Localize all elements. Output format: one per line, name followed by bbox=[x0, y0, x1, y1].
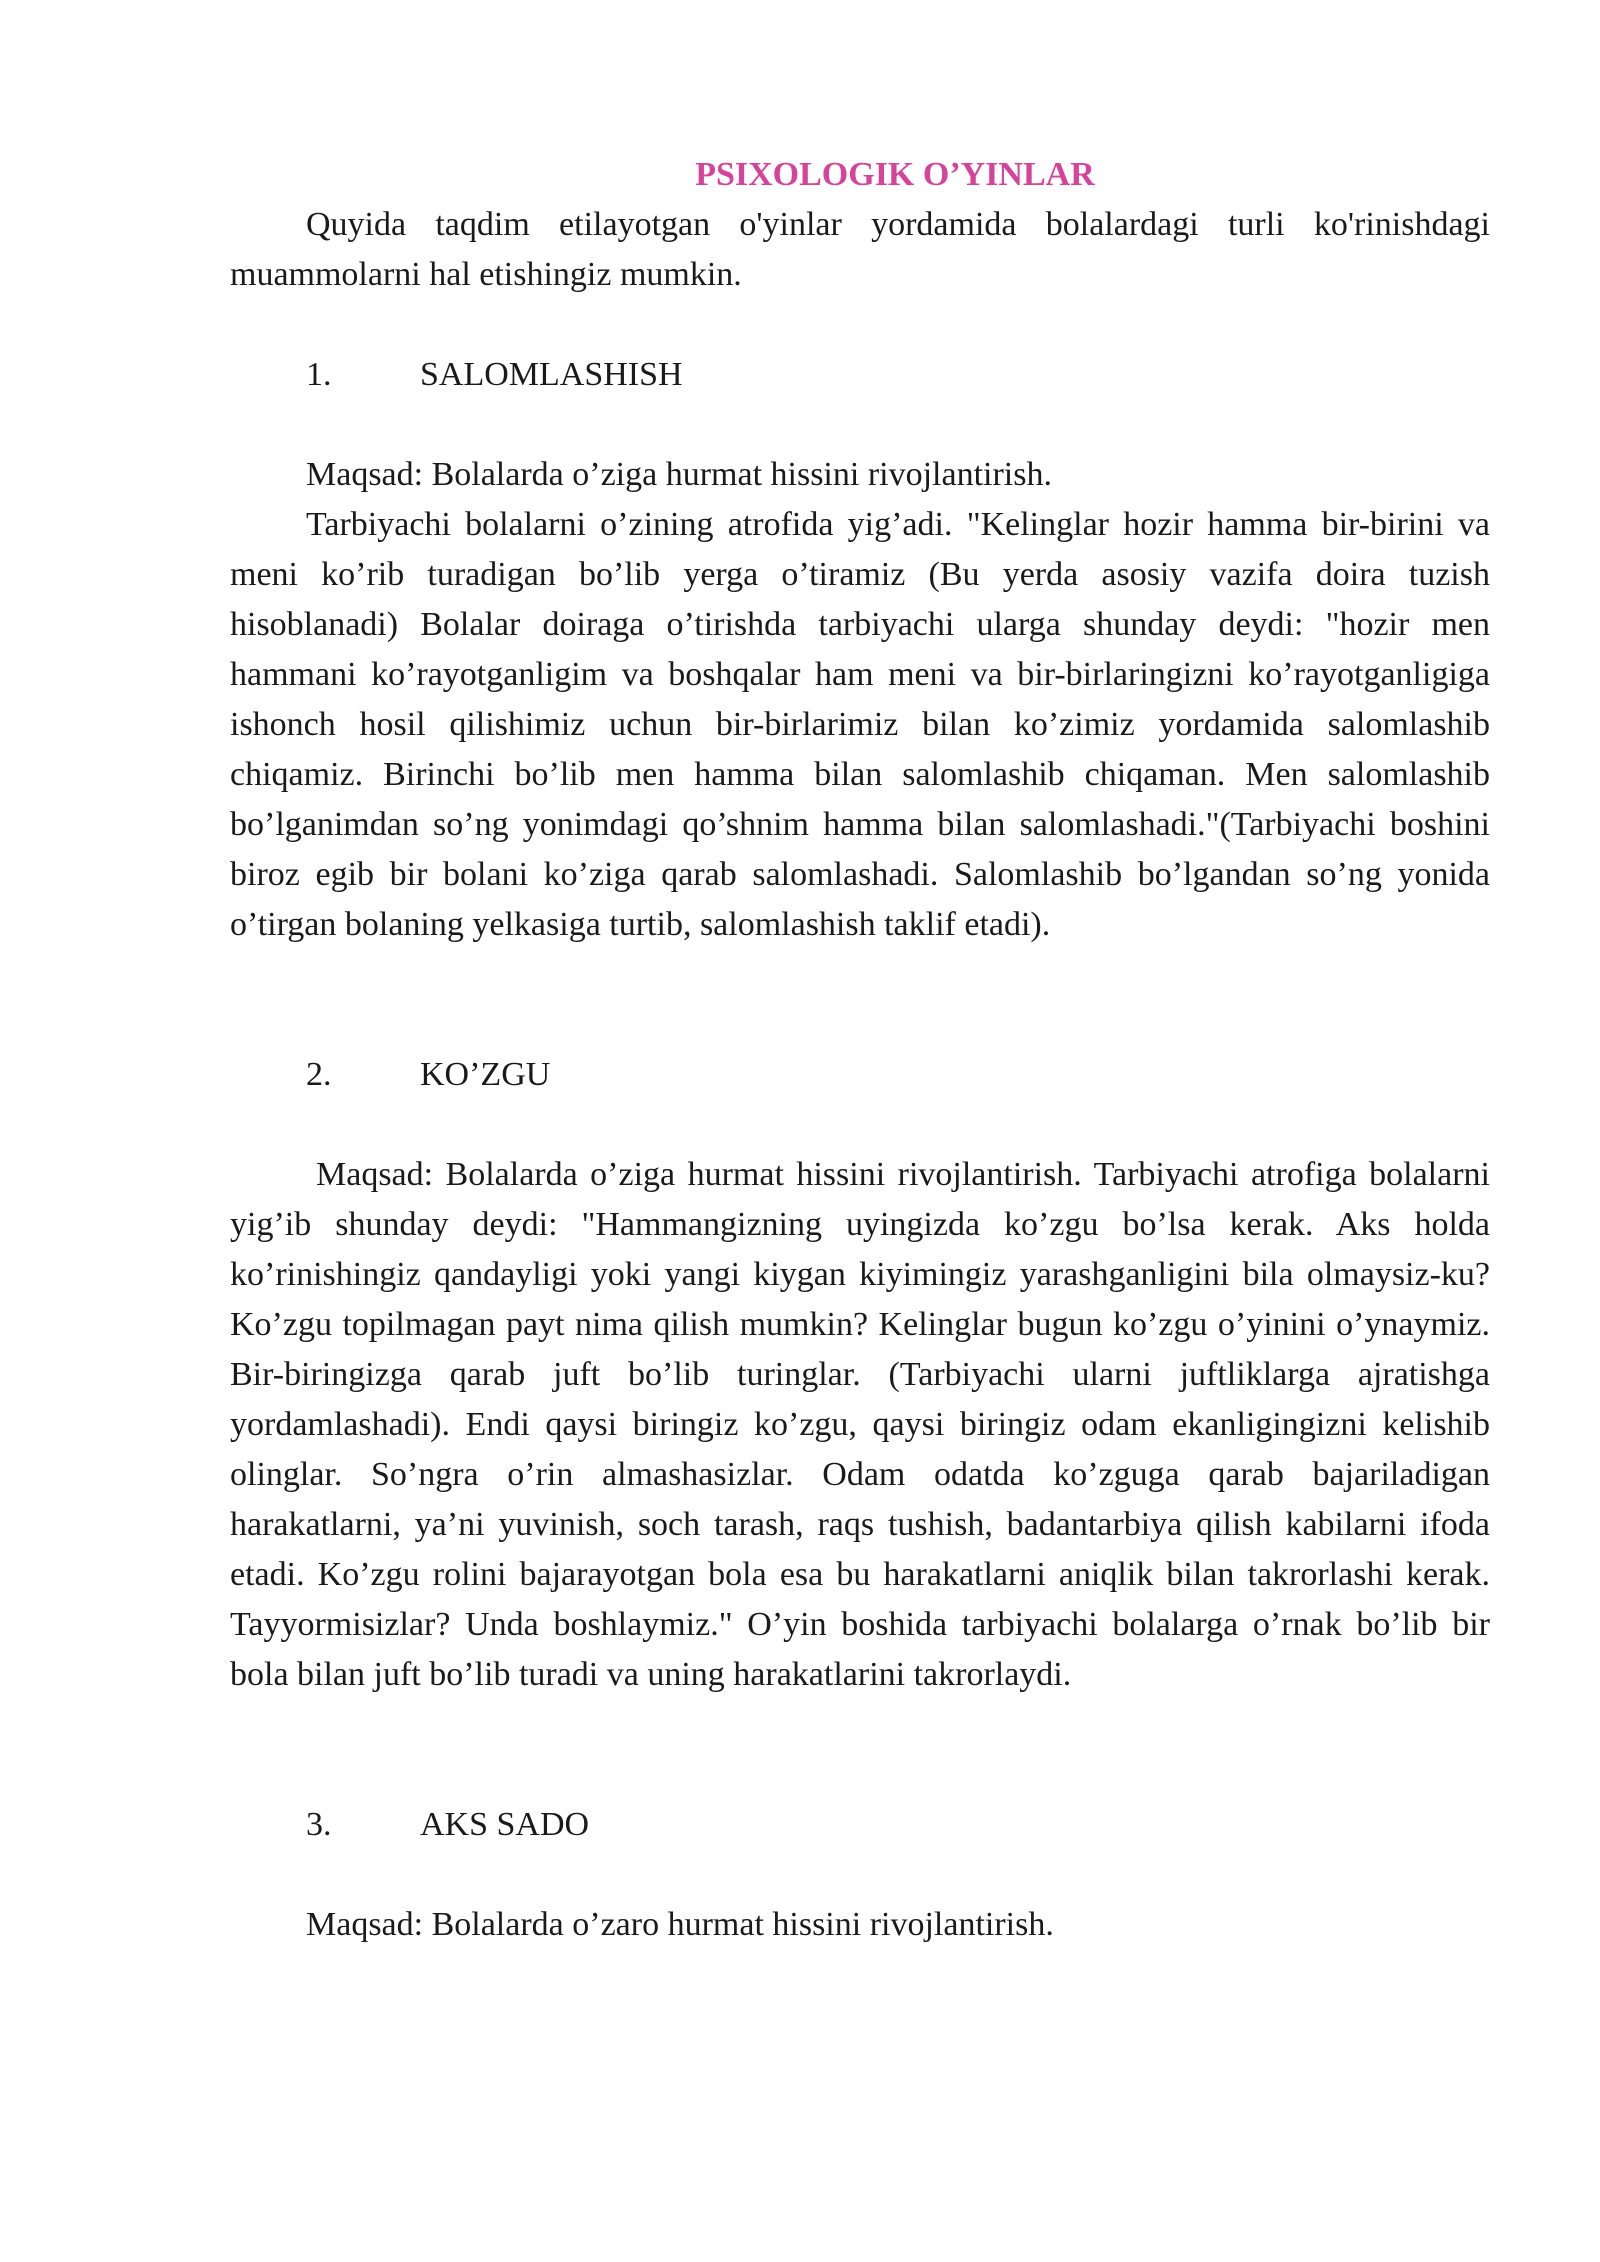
document-content bbox=[230, 150, 1490, 1950]
section-goal: Maqsad: Bolalarda o’zaro hurmat hissini rivojlantirish. bbox=[306, 1906, 1054, 1943]
spacer bbox=[230, 1100, 1490, 1150]
section-heading-2 bbox=[230, 1050, 1490, 1100]
section-heading-3 bbox=[230, 1800, 1490, 1850]
section-title: AKS SADO bbox=[420, 1806, 590, 1843]
section-title: SALOMLASHISH bbox=[420, 356, 683, 393]
section-body: Maqsad: Bolalarda o’ziga hurmat hissini rivojlantirish. Tarbiyachi atrofiga bolalarni yig’ib shunday deydi: "Hammangizning uyingizda ko’zgu bo’lsa kerak. Aks holda ko’rinishingiz qandayligi yoki yangi kiygan kiyimingiz yarashganligini bila olmaysiz-ku? Ko’zgu topilmagan payt nima qilish mumkin? Kelinglar bugun ko’zgu o’yinini o’ynaymiz. Bir-biringizga qarab juft bo’lib turinglar. (Tarbiyachi ularni juftliklarga ajratishga yordamlashadi). Endi qaysi biringiz ko’zgu, qaysi biringiz odam ekanligingizni kelishib olinglar. So’ngra o’rin almashasizlar. Odam odatda ko’zguga qarab bajariladigan harakatlarni, ya’ni yuvinish, soch tarash, raqs tushish, badantarbiya qilish kabilarni ifoda etadi. Ko’zgu rolini bajarayotgan bola esa bu harakatlarni aniqlik bilan takrorlashi kerak. Tayyormisizlar? Unda boshlaymiz." O’yin boshida tarbiyachi bolalarga o’rnak bo’lib bir bola bilan juft bo’lib turadi va uning harakatlarini takrorlaydi. bbox=[230, 1156, 1490, 1693]
section-number: 3. bbox=[306, 1806, 332, 1843]
section-goal: Maqsad: Bolalarda o’ziga hurmat hissini rivojlantirish. bbox=[306, 456, 1052, 493]
spacer bbox=[230, 950, 1490, 1050]
section-number: 1. bbox=[306, 356, 332, 393]
section-number: 2. bbox=[306, 1056, 332, 1093]
spacer bbox=[230, 300, 1490, 350]
section-body: Tarbiyachi bolalarni o’zining atrofida yig’adi. "Kelinglar hozir hamma bir-birini va meni ko’rib turadigan bo’lib yerga o’tiramiz (Bu yerda asosiy vazifa doira tuzish hisoblanadi) Bolalar doiraga o’tirishda tarbiyachi ularga shunday deydi: "hozir men hammani ko’rayotganligim va boshqalar ham meni va bir-birlaringizni ko’rayotganligiga ishonch hosil qilishimiz uchun bir-birlarimiz bilan ko’zimiz yordamida salomlashib chiqamiz. Birinchi bo’lib men hamma bilan salomlashib chiqaman. Men salomlashib bo’lganimdan so’ng yonimdagi qo’shnim hamma bilan salomlashadi."(Tarbiyachi boshini biroz egib bir bolani ko’ziga qarab salomlashadi. Salomlashib bo’lgandan so’ng yonida o’tirgan bolaning yelkasiga turtib, salomlashish taklif etadi). bbox=[230, 506, 1490, 943]
spacer bbox=[230, 1850, 1490, 1900]
spacer bbox=[230, 1700, 1490, 1800]
document-title: PSIXOLOGIK O’YINLAR bbox=[695, 156, 1095, 193]
section-title: KO’ZGU bbox=[420, 1056, 551, 1093]
section-heading-1 bbox=[230, 350, 1490, 400]
intro-paragraph: Quyida taqdim etilayotgan o'yinlar yordamida bolalardagi turli ko'rinishdagi muammolarni hal etishingiz mumkin. bbox=[230, 206, 1490, 293]
spacer bbox=[230, 400, 1490, 450]
